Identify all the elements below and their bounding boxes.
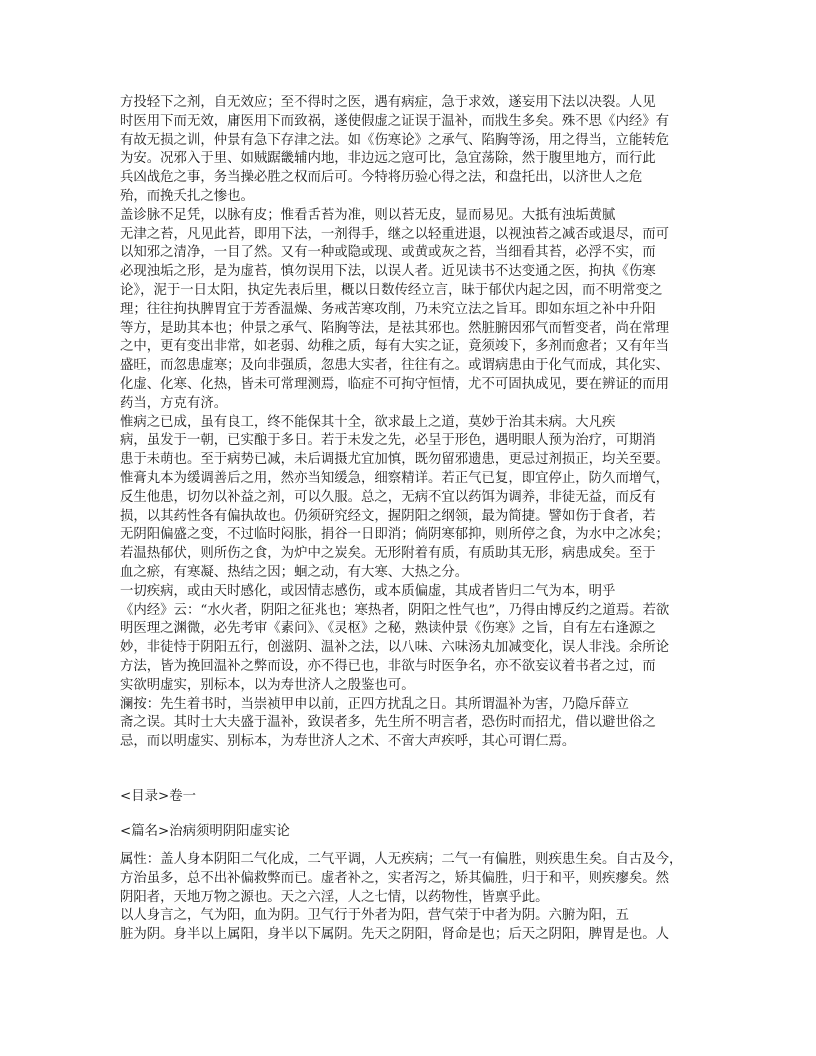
text-line: 病，虽发于一朝，已实酿于多日。若于未发之先，必呈于形色，遇明眼人预为治疗，可期消 — [120, 433, 656, 449]
text-line: 属性：盖人身本阴阳二气化成，二气平调，人无疾病；二气一有偏胜，则疾患生矣。自古及今， — [120, 852, 683, 867]
text-line: 《内经》云：“水火者，阴阳之征兆也；寒热者，阴阳之性气也”，乃得由博反约之道焉。若欲 — [120, 602, 670, 618]
text-line: 斋之误。其时士大夫盛于温补，致误者多，先生所不明言者，恐伤时而招尤，借以避世俗之 — [120, 715, 656, 731]
text-line: 化虚、化寒、化热，皆未可常理测焉，临症不可拘守恒情，尤不可固执成见，要在辨证的而用 — [120, 376, 670, 392]
section-text-block — [120, 851, 698, 945]
text-line: 以人身言之，气为阳，血为阴。卫气行于外者为阳，营气荣于中者为阴。六腑为阳，五 — [120, 908, 629, 924]
text-line: 之中，更有变出非常，如老弱、幼稚之质，每有大实之证，竟须竣下，多剂而愈者；又有年当 — [120, 339, 670, 355]
text-line: 忌，而以明虚实、别标本，为寿世济人之术、不啻大声疾呼，其心可谓仁焉。 — [120, 734, 576, 750]
text-line: 惟病之已成，虽有良工，终不能保其十全，欲求最上之道，莫妙于治其未病。大凡疾 — [120, 414, 616, 430]
text-line: 盖诊脉不足凭，以脉有皮；惟看舌苔为准，则以苔无皮，显而易见。大抵有浊垢黄腻 — [120, 207, 616, 223]
text-line: 药当，方克有济。 — [120, 395, 228, 411]
text-line: 血之瘀，有寒凝、热结之因；蛔之动，有大寒、大热之分。 — [120, 564, 469, 580]
text-line: 妙，非徒恃于阴阳五行，创滋阴、温补之法，以八味、六味汤丸加减变化，误人非浅。余所论 — [120, 640, 670, 656]
text-line: 殆，而挽夭扎之惨也。 — [120, 188, 254, 204]
text-line: 实欲明虚实，别标本，以为寿世济人之殷鉴也可。 — [120, 677, 415, 693]
text-line: 论》，泥于一日太阳，执定先表后里，概以日数传经立言，昧于郁伏内起之因，而不明常变之 — [120, 282, 663, 298]
text-line: 若温热郁伏，则所伤之食，为炉中之炭矣。无形附着有质，有质助其无形，病患成矣。至于 — [120, 546, 656, 562]
text-line: 方治虽多，总不出补偏救弊而已。虚者补之，实者泻之，矫其偏胜，归于和平，则疾瘳矣。然 — [120, 870, 670, 886]
text-line: 患于未萌也。至于病势已减，未后调摄尤宜加慎，既勿留邪遗患，更忌过剂损正，均关至要。 — [120, 452, 670, 468]
text-line: 方投轻下之剂，自无效应；至不得时之医，遇有病症，急于求效，遂妄用下法以决裂。人见 — [120, 95, 656, 110]
text-line: 反生他患，切勿以补益之剂，可以久服。总之，无病不宜以药饵为调养，非徒无益，而反有 — [120, 489, 656, 505]
text-line: 阴阳者，天地万物之源也。天之六淫，人之七情，以药物性，皆禀乎此。 — [120, 889, 549, 905]
text-line: 方法，皆为挽回温补之弊而设，亦不得已也，非欲与时医争名，亦不欲妄议着书者之过，而 — [120, 658, 656, 674]
section-title: <篇名>治病须明阴阳虚实论 — [120, 824, 290, 839]
text-line: 等方，是助其本也；仲景之承气、陷胸等法，是祛其邪也。然脏腑因邪气而暂变者，尚在常理 — [120, 320, 670, 336]
text-line: 一切疾病，或由天时感化，或因情志感伤，或本质偏虚，其成者皆归二气为本，明乎 — [120, 583, 616, 599]
toc-link[interactable]: <目录>卷一 — [120, 789, 197, 804]
text-line: 脏为阴。身半以上属阳，身半以下属阴。先天之阴阳，肾命是也；后天之阴阳，脾胃是也。人 — [120, 927, 670, 943]
main-text-block — [120, 94, 698, 752]
text-line: 为安。况邪入于里、如贼踞畿辅内地，非边远之寇可比，急宜荡除，然于腹里地方，而行此 — [120, 151, 656, 167]
text-line: 惟膏丸本为缓调善后之用，然亦当知缓急，细察精详。若正气已复，即宜停止，防久而增气， — [120, 470, 670, 486]
text-line: 有故无损之训，仲景有急下存津之法。如《伤寒论》之承气、陷胸等汤，用之得当，立能转危 — [120, 132, 670, 148]
text-line: 以知邪之清净，一目了然。又有一种或隐或现、或黄或灰之苔，当细看其苔，必浮不实，而 — [120, 245, 656, 261]
text-line: 明医理之渊微，必先考审《素问》、《灵枢》之秘，熟读仲景《伤寒》之旨，自有左右逢源之 — [120, 621, 656, 637]
text-line: 时医用下而无效，庸医用下而致祸，遂使假虚之证误于温补，而戕生多矣。殊不思《内经》有 — [120, 113, 670, 129]
text-line: 损，以其药性各有偏执故也。仍须研究经文，握阴阳之纲领，最为简捷。譬如伤于食者，若 — [120, 508, 656, 524]
text-line: 必现浊垢之形，是为虚苔，慎勿误用下法，以误人者。近见读书不达变通之医，拘执《伤寒 — [120, 264, 656, 280]
text-line: 兵凶战危之事，务当操必胜之权而后可。今特将历验心得之法，和盘托出，以济世人之危 — [120, 170, 643, 186]
text-line: 无阴阳偏盛之变，不过临时闷胀，捐谷一日即消；倘阴寒郁抑，则所停之食，为水中之冰矣； — [120, 527, 670, 543]
text-line: 盛旺，而忽患虚寒；及向非强质，忽患大实者，往往有之。或谓病患由于化气而成，其化实、 — [120, 358, 670, 374]
text-line: 澜按：先生着书时，当崇祯甲申以前，正四方扰乱之日。其所谓温补为害，乃隐斥薛立 — [120, 696, 629, 712]
text-line: 无津之苔，凡见此苔，即用下法，一剂得手，继之以轻重进退，以视浊苔之减否或退尽，而可 — [120, 226, 670, 242]
text-line: 理；往往拘执脾胃宜于芳香温燥、务戒苦寒攻削，乃未究立法之旨耳。即如东垣之补中升阳 — [120, 301, 656, 317]
